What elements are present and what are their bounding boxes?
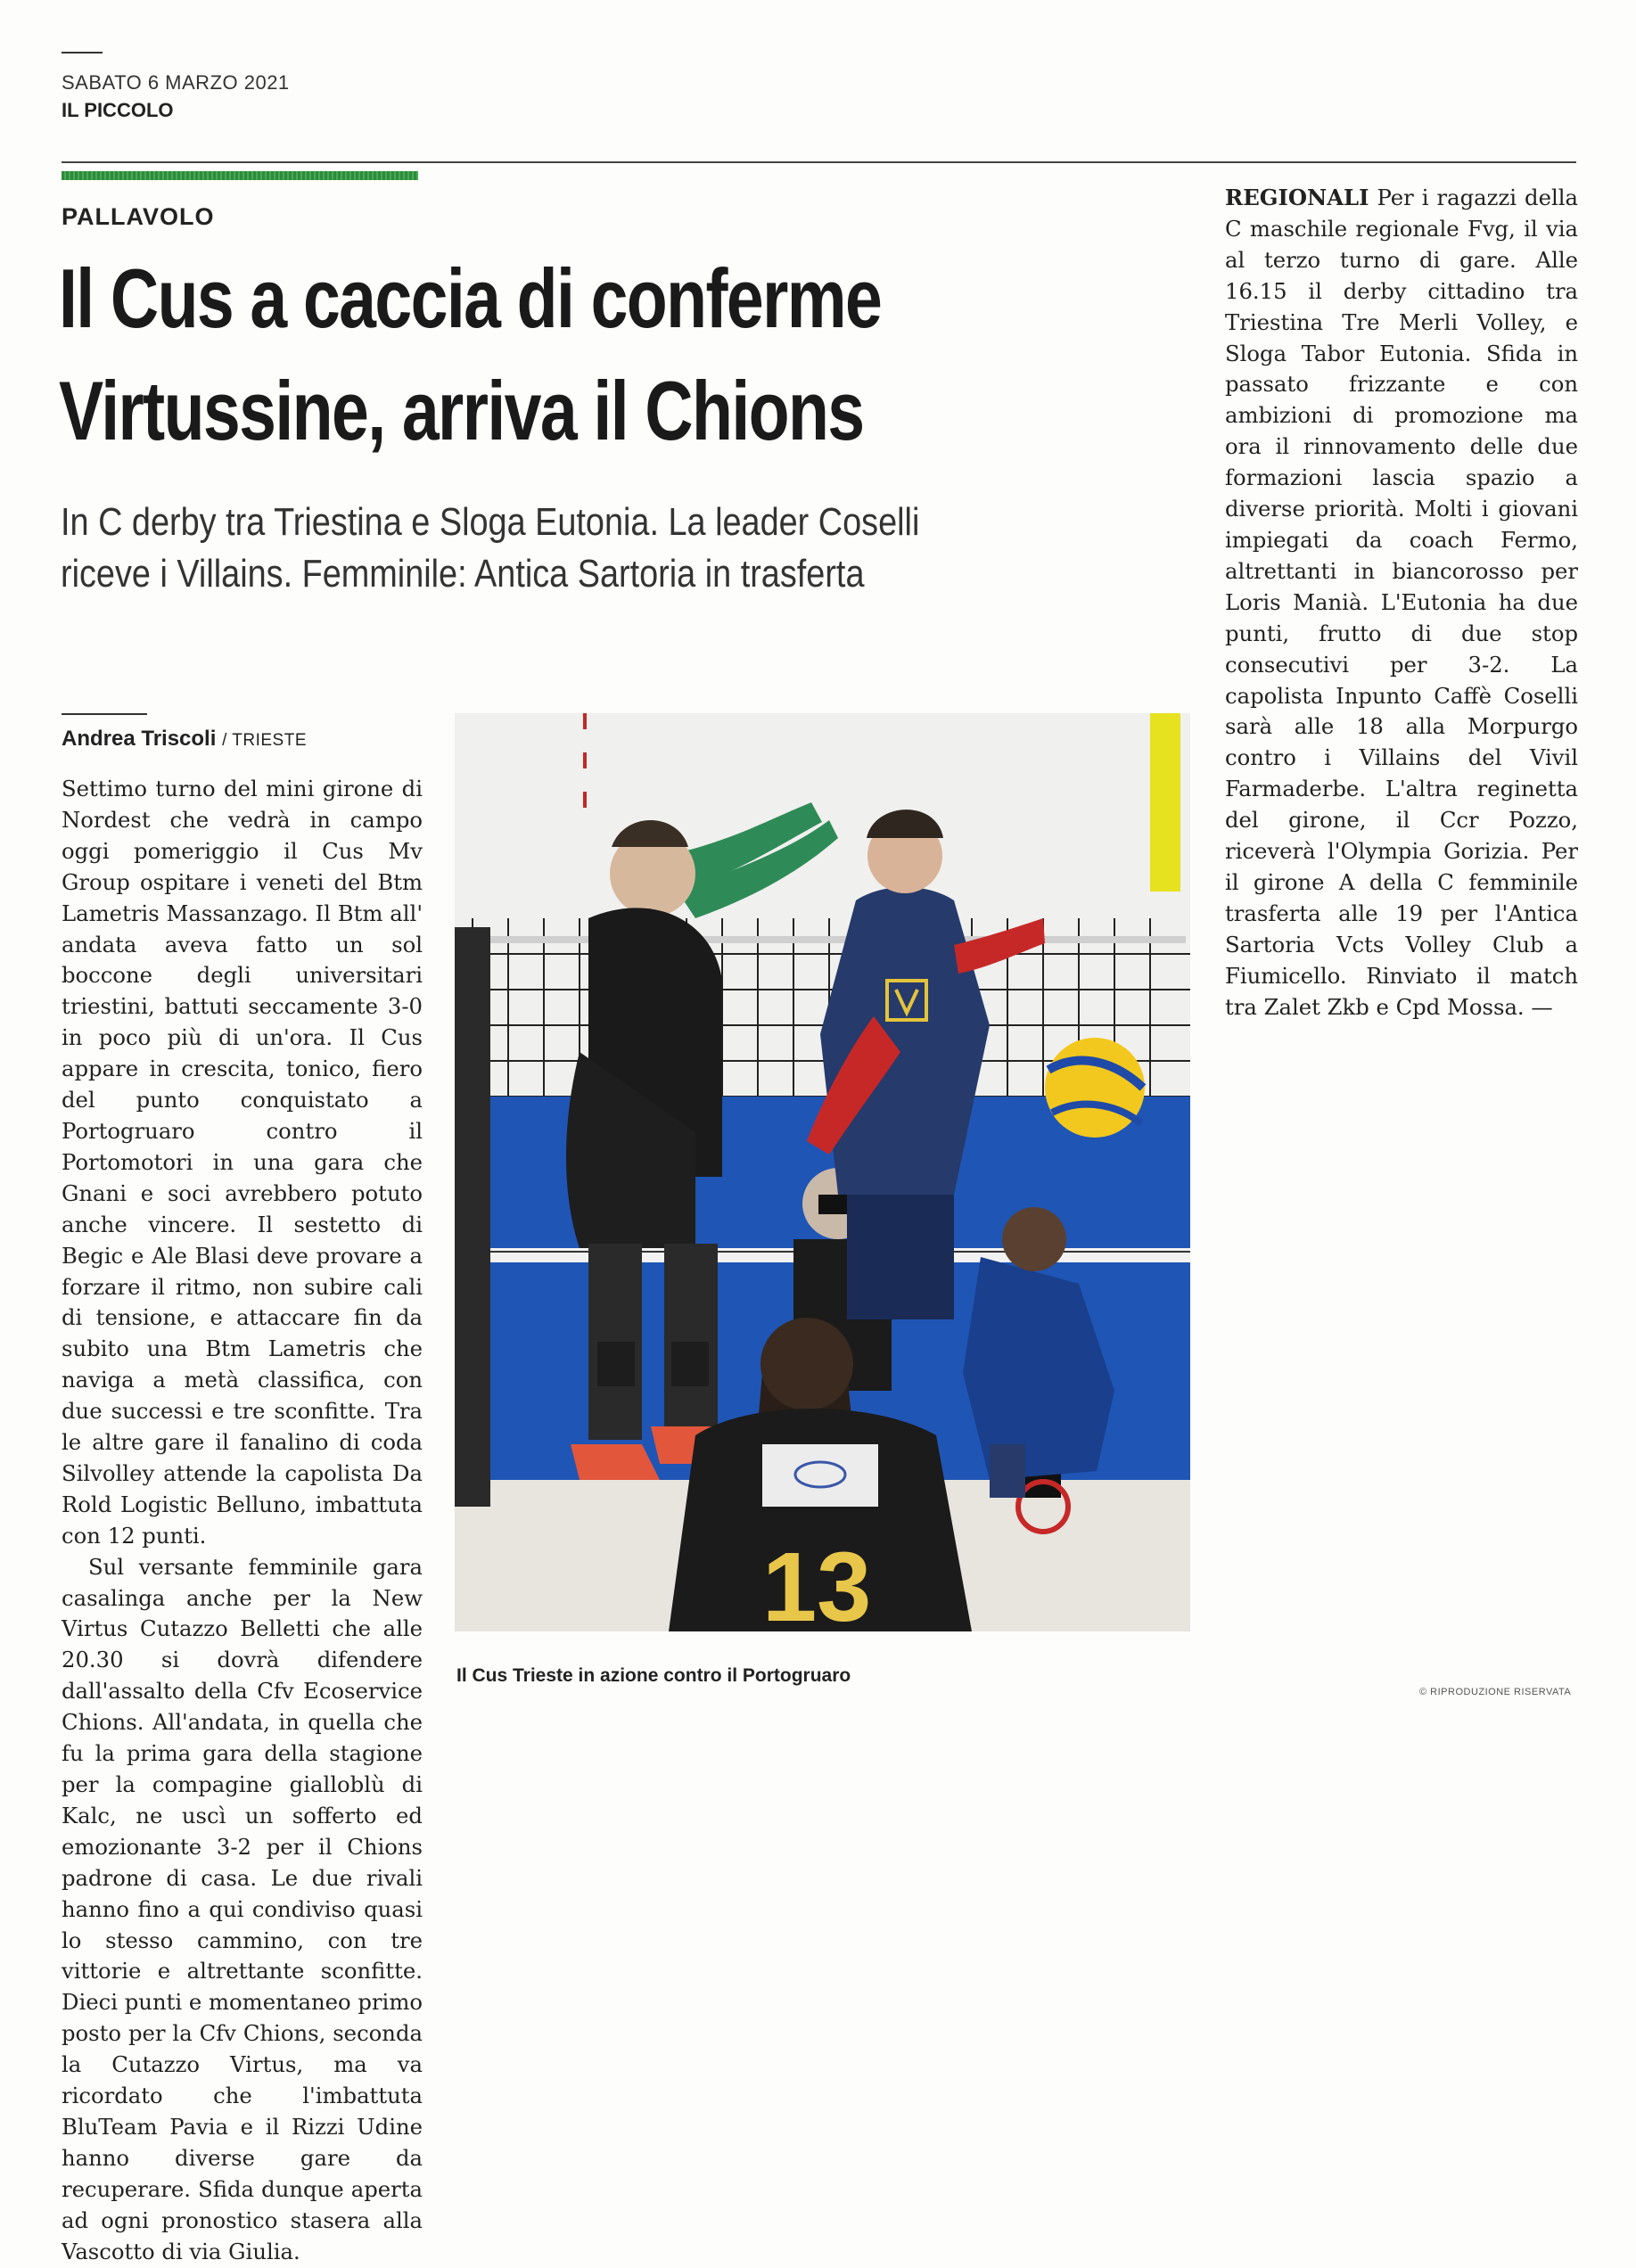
article-column-right [1225,183,1578,1663]
section-label: PALLAVOLO [62,203,215,230]
newspaper-name: IL PICCOLO [62,99,174,121]
copyright-notice: © RIPRODUZIONE RISERVATA [1419,1687,1572,1697]
byline-rule [62,713,147,715]
headline-line-1: Il Cus a caccia di conferme [59,251,882,345]
article-column-left [62,774,423,2264]
paragraph-kicker: REGIONALI [1225,185,1369,210]
article-paragraph-3-text: Per i ragazzi della C maschile regionale Fvg, il via al terzo turno di gare. Alle 16.15 il derby cittadino tra Triestina Tre Merli Volley, e Sloga Tabor Eutonia. Sfida in passato frizzante e con ambizioni di promozione ma ora il rinnovamento delle due formazioni lascia spazio a diverse priorità. Molti i giovani impiegati da coach Fermo, altrettanti in biancorosso per Loris Manià. L'Eutonia ha due punti, frutto di due stop consecutivi per 3-2. La capolista Inpunto Caffè Coselli sarà alle 18 alla Morpurgo contro i Villains del Vivil Farmaderbe. L'altra reginetta del girone, il Ccr Pozzo, riceverà l'Olympia Gorizia. Per il girone A della C femminile trasferta alle 19 per l'Antica Sartoria Vcts Volley Club a Fiumicello. Rinviato il match tra Zalet Zkb e Cpd Mossa. — [1225,185,1578,1020]
page-top-rule [62,161,1576,163]
article-paragraph-2: Sul versante femminile gara casalinga anche per la New Virtus Cutazzo Belletti che alle 20.30 si dovrà difendere dall'assalto della Cfv Ecoservice Chions. All'andata, in quella che fu la prima gara della stagione per la compagine gialloblù di Kalc, ne uscì un sofferto ed emozionante 3-2 per il Chions padrone di casa. Le due rivali hanno fino a qui condiviso quasi lo stesso cammino, con tre vittorie e altrettante sconfitte. Dieci punti e momentaneo primo posto per la Cfv Chions, seconda la Cutazzo Virtus, ma va ricordato che l'imbattuta BluTeam Pavia e il Rizzi Udine hanno diverse gare da recuperare. Sfida dunque aperta ad ogni pronostico stasera alla Vascotto di via Giulia. [62,1553,423,2264]
headline-line-2: Virtussine, arriva il Chions [59,364,864,457]
dateline-location: / TRIESTE [222,731,308,750]
publication-date: SABATO 6 MARZO 2021 [62,71,290,94]
section-accent-bar [62,171,418,180]
article-paragraph-3 [1225,183,1578,1023]
subheadline-line-2: riceve i Villains. Femminile: Antica Sartoria in trasferta [61,552,865,596]
author-name: Andrea Triscoli [62,727,217,751]
subheadline-line-1: In C derby tra Triestina e Sloga Eutonia. La leader Coselli [61,500,920,544]
photo-caption: Il Cus Trieste in azione contro il Portogruaro [456,1665,851,1686]
masthead-rule [62,52,103,53]
article-photo [455,713,1190,1642]
byline [62,727,307,752]
jersey-number: 13 [762,1533,872,1642]
article-paragraph-1: Settimo turno del mini girone di Nordest che vedrà in campo oggi pomeriggio il Cus Mv Group ospitare i veneti del Btm Lametris Massanzago. Il Btm all' andata aveva fatto un sol boccone degli universitari triestini, battuti seccamente 3-0 in poco più di un'ora. Il Cus appare in crescita, tonico, fiero del punto conquistato a Portogruaro contro il Portomotori in una gara che Gnani e soci avrebbero potuto anche vincere. Il sestetto di Begic e Ale Blasi deve provare a forzare il ritmo, non subire cali di tensione, e attaccare fin da subito una Btm Lametris che naviga a metà classifica, con due successi e tre sconfitte. Tra le altre gare il fanalino di coda Silvolley attende la capolista Da Rold Logistic Belluno, imbattuta con 12 punti. [62,776,423,1549]
